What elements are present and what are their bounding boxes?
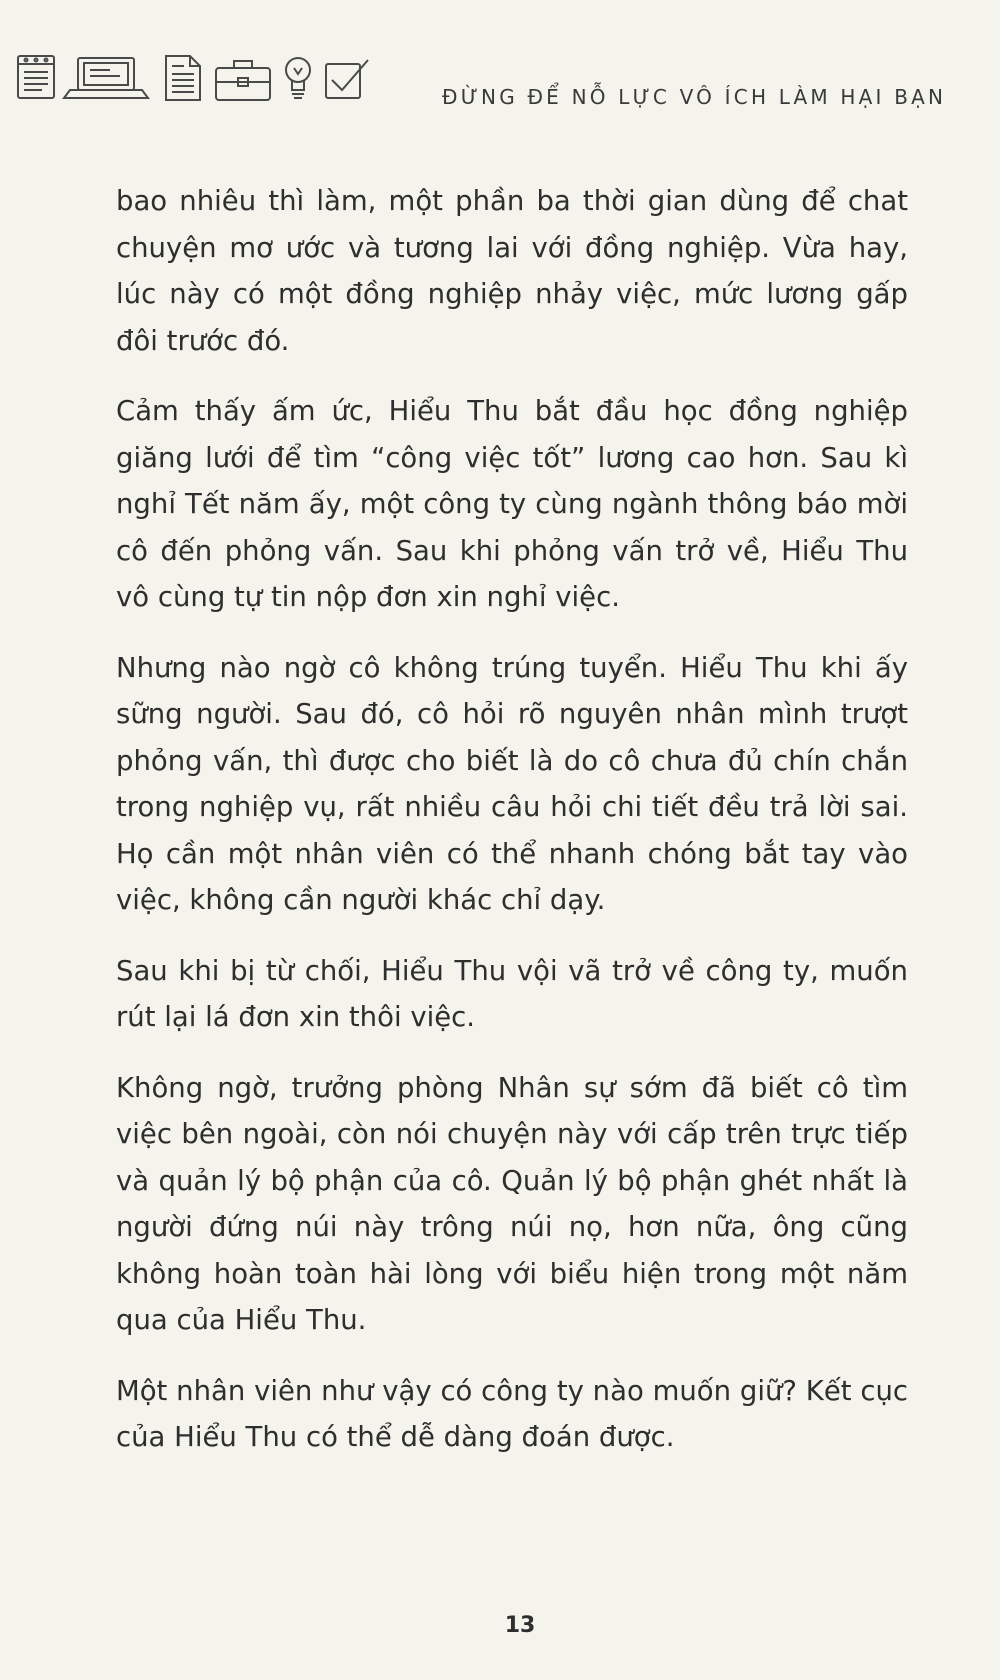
paragraph: bao nhiêu thì làm, một phần ba thời gian dùng để chat chuyện mơ ước và tương lai với đồng nghiệp. Vừa hay, lúc này có một đồng nghiệp nhảy việc, mức lương gấp đôi trước đó.: [116, 185, 908, 357]
briefcase-icon: [216, 61, 270, 100]
paragraph: Một nhân viên như vậy có công ty nào muốn giữ? Kết cục của Hiểu Thu có thể dễ dàng đoán được.: [116, 1374, 908, 1453]
paragraph: Sau khi bị từ chối, Hiểu Thu vội vã trở về công ty, muốn rút lại lá đơn xin thôi việc.: [116, 954, 908, 1033]
running-title: ĐỪNG ĐỂ NỖ LỰC VÔ ÍCH LÀM HẠI BẠN: [442, 85, 947, 109]
page-number: 13: [504, 1613, 536, 1638]
document-icon: [166, 56, 200, 100]
page-header: [14, 52, 947, 112]
paragraph: Nhưng nào ngờ cô không trúng tuyển. Hiểu Thu khi ấy sững người. Sau đó, cô hỏi rõ nguyên nhân mình trượt phỏng vấn, thì được cho biết là do cô chưa đủ chín chắn trong nghiệp vụ, rất nhiều câu hỏi chi tiết đều trả lời sai. Họ cần một nhân viên có thể nhanh chóng bắt tay vào việc, không cần người khác chỉ dạy.: [116, 651, 908, 916]
lightbulb-icon: [286, 58, 310, 98]
checkbox-icon: [326, 60, 368, 98]
header-icon-strip: [14, 52, 394, 112]
body-text: [116, 178, 908, 1461]
notepad-icon: [18, 56, 54, 98]
laptop-icon: [64, 58, 148, 98]
paragraph: Cảm thấy ấm ức, Hiểu Thu bắt đầu học đồng nghiệp giăng lưới để tìm “công việc tốt” lương cao hơn. Sau kì nghỉ Tết năm ấy, một công ty cùng ngành thông báo mời cô đến phỏng vấn. Sau khi phỏng vấn trở về, Hiểu Thu vô cùng tự tin nộp đơn xin nghỉ việc.: [116, 395, 908, 613]
paragraph: Không ngờ, trưởng phòng Nhân sự sớm đã biết cô tìm việc bên ngoài, còn nói chuyện này với cấp trên trực tiếp và quản lý bộ phận của cô. Quản lý bộ phận ghét nhất là người đứng núi này trông núi nọ, hơn nữa, ông cũng không hoàn toàn hài lòng với biểu hiện trong một năm qua của Hiểu Thu.: [116, 1071, 908, 1336]
